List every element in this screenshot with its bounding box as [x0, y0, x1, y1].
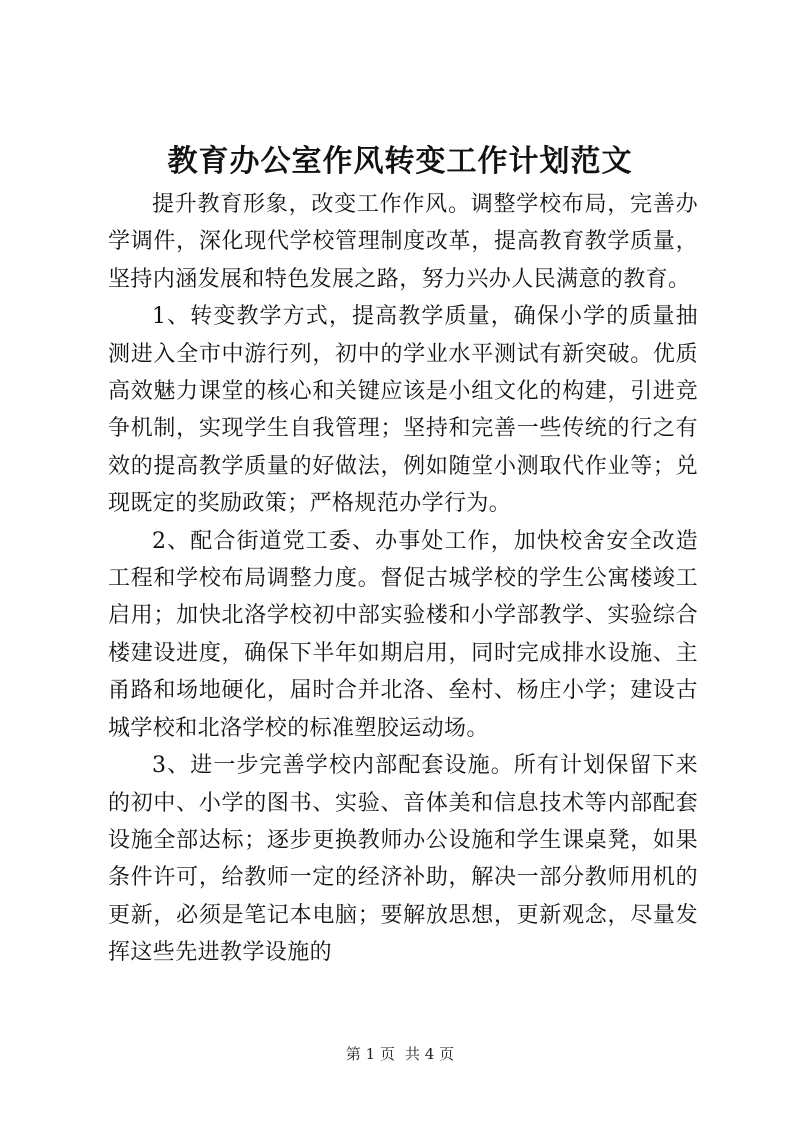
paragraph-intro: 提升教育形象，改变工作作风。调整学校布局，完善办学调件，深化现代学校管理制度改革，提高教育教学质量，坚持内涵发展和特色发展之路，努力兴办人民满意的教育。: [108, 192, 698, 292]
document-body: [108, 186, 698, 972]
document-title: 教育办公室作风转变工作计划范文: [167, 144, 633, 179]
page-footer: [0, 1044, 800, 1064]
paragraph-item-1: 1、转变教学方式，提高教学质量，确保小学的质量抽测进入全市中游行列，初中的学业水平测试有新突破。优质高效魅力课堂的核心和关键应该是小组文化的构建，引进竞争机制，实现学生自我管理；坚持和完善一些传统的行之有效的提高教学质量的好做法，例如随堂小测取代作业等；兑现既定的奖励政策；严格规范办学行为。: [108, 304, 698, 517]
page-total: 共 4 页: [405, 1045, 455, 1063]
paragraph-item-2: 2、配合街道党工委、办事处工作，加快校舍安全改造工程和学校布局调整力度。督促古城学校的学生公寓楼竣工启用；加快北洛学校初中部实验楼和小学部教学、实验综合楼建设进度，确保下半年如期启用，同时完成排水设施、主甬路和场地硬化，届时合并北洛、垒村、杨庄小学；建设古城学校和北洛学校的标准塑胶运动场。: [108, 528, 698, 741]
page-number: 第 1 页: [345, 1045, 395, 1063]
paragraph-item-3: 3、进一步完善学校内部配套设施。所有计划保留下来的初中、小学的图书、实验、音体美和信息技术等内部配套设施全部达标；逐步更换教师办公设施和学生课桌凳，如果条件许可，给教师一定的经济补助，解决一部分教师用机的更新，必须是笔记本电脑；要解放思想，更新观念，尽量发挥这些先进教学设施的: [108, 753, 698, 966]
